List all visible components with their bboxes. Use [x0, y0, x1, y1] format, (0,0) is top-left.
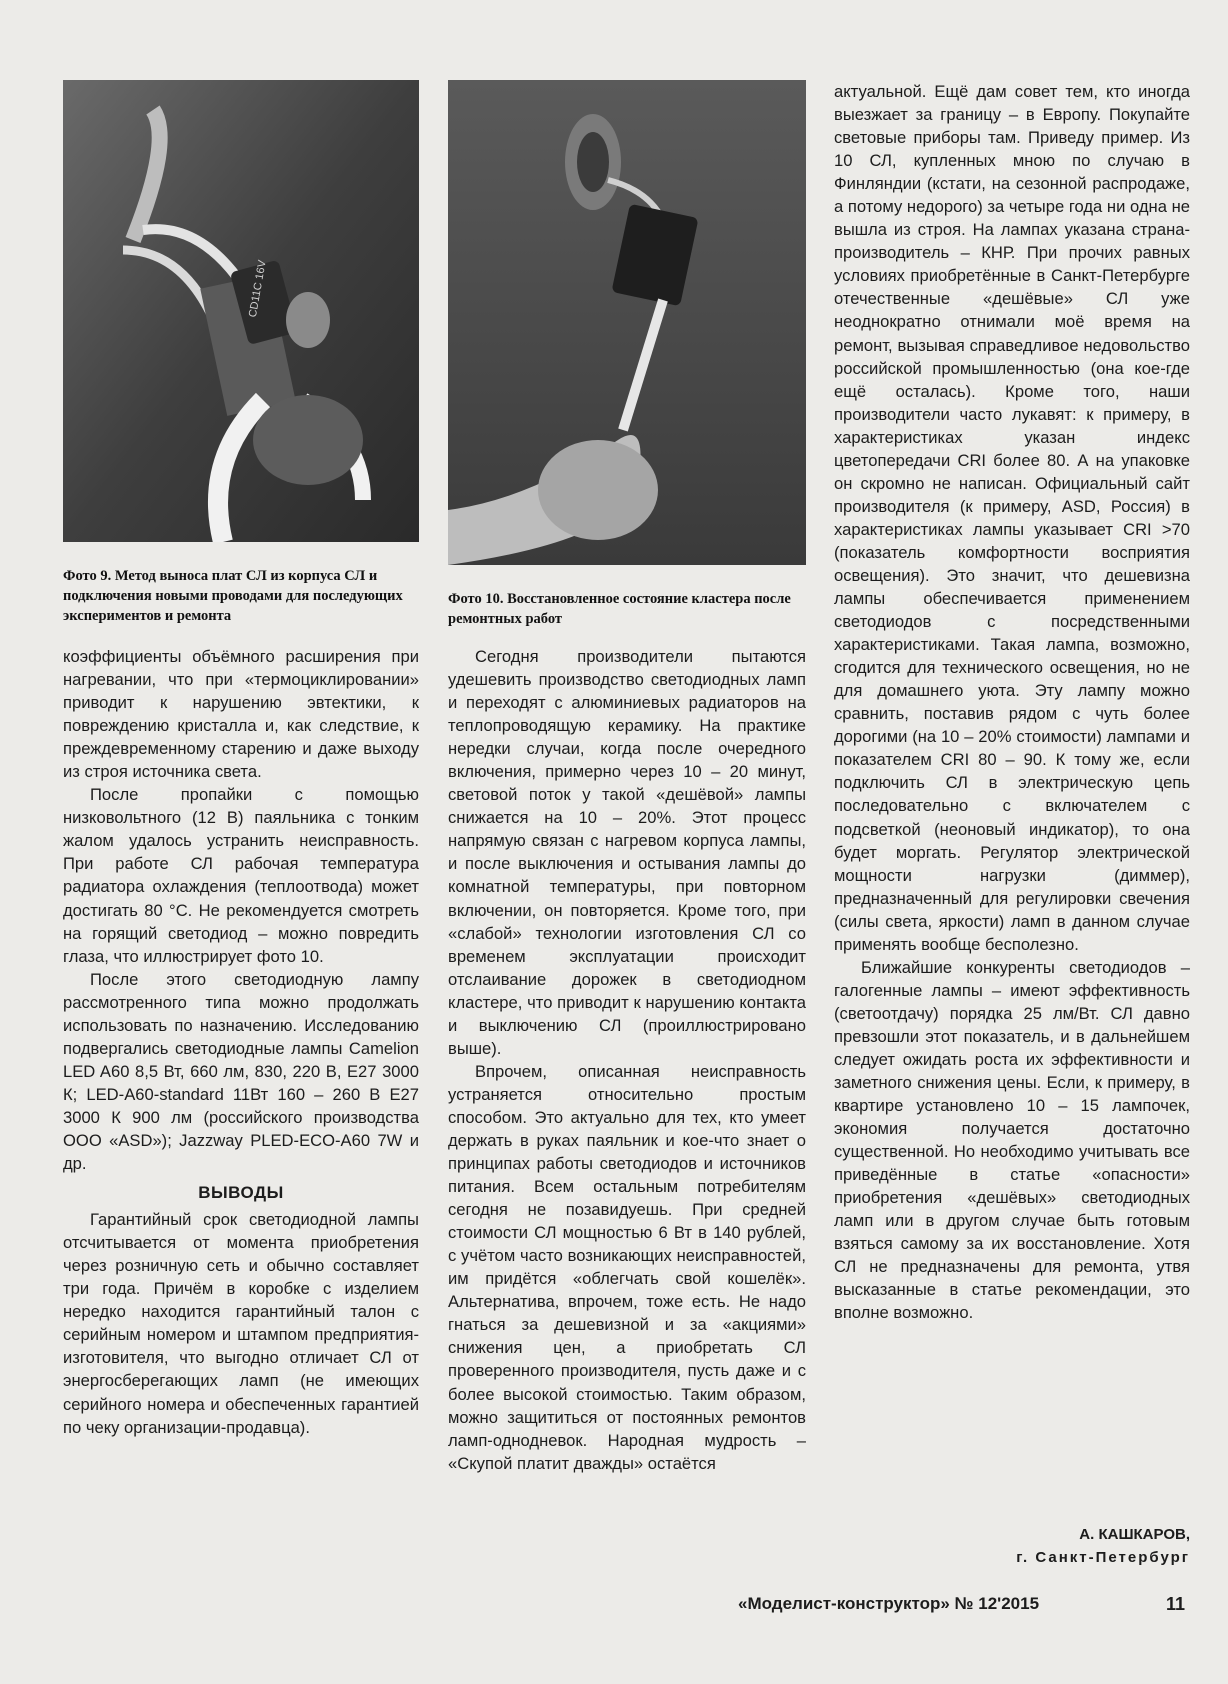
col1-paragraph-3: После этого светодиодную лампу рассмотренного типа можно продолжать использовать по назначению. Исследованию подвергались светодиодные лампы Camelion LED A60 8,5 Вт, 660 лм, 830, 220 В, Е27 3000 К; LED-A60-standard 11Вт 160 – 260 В Е27 3000 К 900 лм (российского производства ООО «ASD»); Jazzway PLED-ECO-A60 7W и др.: [63, 969, 419, 1174]
author-city: г. Санкт-Петербург: [1016, 1549, 1190, 1566]
page-number: 11: [1166, 1594, 1186, 1614]
photo-9-image: [63, 80, 419, 542]
column-2: [448, 645, 806, 1475]
col3-paragraph-1: актуальной. Ещё дам совет тем, кто иногда выезжает за границу – в Европу. Покупайте световые приборы там. Приведу пример. Из 10 СЛ, купленных мною по случаю в Финляндии (кстати, на сезонной распродаже, а потому недорого) за четыре года ни одна не вышла из строя. На лампах указана страна-производитель – КНР. При прочих равных условиях приобретённые в Санкт-Петербурге отечественные «дешёвые» СЛ уже неоднократно отнимали моё время на ремонт, вызывая справедливое недовольство российской промышленностью (она кое-где ещё осталась). Кроме того, наши производители часто лукавят: к примеру, в характеристиках указан индекс цветопередачи CRI более 80. А на упаковке он скромно не написан. Официальный сайт производителя (к примеру, ASD, Россия) в характеристиках лампы указывает CRI >70 (показатель комфортности восприятия освещения). Это значит, что дешевизна лампы обеспечивается применением светодиодов с посредственными характеристиками. Такая лампа, возможно, сгодится для технического освещения, но не для домашнего уюта. Эту лампу можно сравнить, поставив рядом с чуть более дорогими (на 10 – 20% стоимости) лампами и показателем CRI 80 – 90. К тому же, если подключить СЛ в электрическую цепь последовательно с включателем с подсветкой (неоновый индикатор), то она будет моргать. Регулятор электрической мощности нагрузки (диммер), предназначенный для регулировки свечения (силы света, яркости) ламп в данном случае применять вообще бесполезно.: [834, 82, 1190, 954]
column-1: [63, 645, 419, 1439]
col3-paragraph-2: Ближайшие конкуренты светодиодов – галогенные лампы – имеют эффективность (светоотдачу) порядка 25 лм/Вт. СЛ давно превзошли этот показатель, и в дальнейшем следует ожидать роста их эффективности и заметного снижения цены. Если, к примеру, в квартире установлено 10 – 15 лампочек, экономия получается достаточно существенной. Но необходимо учитывать все приведённые в статье «опасности» приобретения «дешёвых» светодиодных ламп или в другом случае быть готовым взяться самому за их восстановление. Хотя СЛ не предназначены для ремонта, утвя высказанные в статье рекомендации, это вполне возможно.: [834, 957, 1190, 1323]
author-signature: [1016, 1523, 1190, 1569]
column-3: [834, 80, 1190, 1325]
col2-paragraph-1: Сегодня производители пытаются удешевить производство светодиодных ламп и переходят с алюминиевых радиаторов на теплопроводящую керамику. На практике нередки случаи, когда после очередного включения, примерно через 10 – 20 минут, световой поток у такой «дешёвой» лампы снижается на 10 – 20%. Этот процесс напрямую связан с нагревом корпуса лампы, и после выключения и остывания лампы до комнатной температуры, при повторном включении, он повторяется. Кроме того, при «слабой» технологии изготовления СЛ со временем эксплуатации происходит отслаивание дорожек в светодиодном кластере, что приводит к нарушению контакта и выключению СЛ (проиллюстрировано выше).: [448, 647, 806, 1058]
photo-10: [448, 80, 806, 565]
col1-paragraph-4: Гарантийный срок светодиодной лампы отсчитывается от момента приобретения через розничную сеть и обычно составляет три года. Причём в коробке с изделием нередко находится гарантийный талон с серийным номером и штампом предприятия-изготовителя, что выгодно отличает СЛ от энергосберегающих ламп (не имеющих серийного номера и обеспеченных гарантией по чеку организации-продавца).: [63, 1210, 419, 1437]
conclusions-heading: ВЫВОДЫ: [198, 1183, 284, 1203]
footer-magazine: «Моделист-конструктор» № 12'2015: [738, 1594, 1040, 1613]
col2-paragraph-2: Впрочем, описанная неисправность устраняется относительно простым способом. Это актуально для тех, кто умеет держать в руках паяльник и кое-что знает о принципах работы светодиодов и источников питания. Всем остальным потребителям сегодня не позавидуешь. При средней стоимости СЛ мощностью 6 Вт в 140 рублей, с учётом часто возникающих неисправностей, им придётся «облегчать свой кошелёк». Альтернатива, впрочем, тоже есть. Не надо гнаться за дешевизной и за «акциями» снижения цен, а приобретать СЛ проверенного производителя, пусть даже и с более высокой стоимостью. Таким образом, можно защититься от постоянных ремонтов ламп-однодневок. Народная мудрость – «Скупой платит дважды» остаётся: [448, 1061, 806, 1473]
photo-10-image: [448, 80, 806, 565]
capacitor-marking: CD11C 16V: [246, 259, 269, 319]
author-name: А. КАШКАРОВ,: [1079, 1526, 1190, 1543]
photo-9-caption: Фото 9. Метод выноса плат СЛ из корпуса СЛ и подключения новыми проводами для последующих экспериментов и ремонта: [63, 568, 403, 624]
col1-paragraph-2: После пропайки с помощью низковольтного (12 В) паяльника с тонким жалом удалось устранить неисправность. При работе СЛ рабочая температура радиатора охлаждения (теплоотвода) может достигать 80 °С. Не рекомендуется смотреть на горящий светодиод – можно повредить глаза, что иллюстрирует фото 10.: [63, 785, 419, 966]
col1-paragraph-1: коэффициенты объёмного расширения при нагревании, что при «термоциклировании» приводит к нарушению эвтектики, к повреждению кристалла и, как следствие, к преждевременному старению и даже выходу из строя источника света.: [63, 647, 419, 782]
photo-10-caption: Фото 10. Восстановленное состояние кластера после ремонтных работ: [448, 591, 791, 627]
photo-9: [63, 80, 419, 542]
